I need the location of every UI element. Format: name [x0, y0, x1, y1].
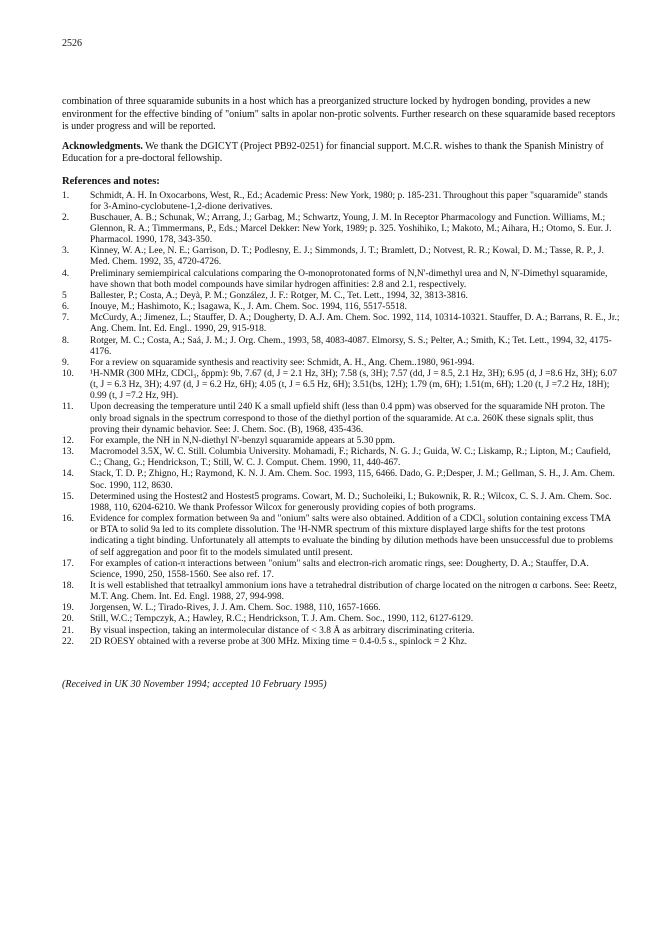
- acknowledgments-paragraph: [62, 141, 620, 166]
- reference-number: 17.: [62, 558, 74, 569]
- reference-item: [62, 469, 620, 491]
- reference-number: 5: [62, 290, 67, 301]
- reference-text: For example, the NH in N,N-diethyl N'-benzyl squaramide appears at 5.30 ppm.: [90, 435, 395, 446]
- reference-text: Kinney, W. A.; Lee, N. E.; Garrison, D. T.; Podlesny, E. J.; Simmonds, J. T.; Bramlett, D.; Notvest, R. R.; Kowal, D. M.; Tasse, R. P., J. Med. Chem. 1992, 35, 4720-4726.: [90, 246, 604, 268]
- reference-text: Buschauer, A. B.; Schunak, W.; Arrang, J.; Garbag, M.; Schwartz, Young, J. M. In Receptor Pharmacology and Function. Williams, M.; Glennon, R. A.; Timmermans, P., Eds.; Marcel Dekker: New York, 1989; p. 325. Yoshihiko, I.; Makoto, M.; Aihara, H.; Otomo, S. Eur. J. Pharmacol. 1990, 178, 343-350.: [90, 212, 612, 246]
- reference-number: 2.: [62, 212, 70, 223]
- reference-number: 1.: [62, 190, 70, 201]
- reference-number: 18.: [62, 580, 74, 591]
- reference-number: 19.: [62, 603, 74, 614]
- reference-text: 2D ROESY obtained with a reverse probe at 300 MHz. Mixing time = 0.4-0.5 s., spinlock = 2 Khz.: [90, 636, 468, 647]
- reference-number: 9.: [62, 357, 70, 368]
- reference-item: [62, 313, 620, 335]
- reference-item: [62, 603, 620, 614]
- reference-item: [62, 213, 620, 246]
- reference-item: [62, 336, 620, 358]
- page-number: 2526: [62, 38, 82, 49]
- reference-item: [62, 581, 620, 603]
- references-list: [62, 191, 620, 648]
- references-title: References and notes:: [62, 175, 160, 187]
- reference-number: 15.: [62, 491, 74, 502]
- reference-item: [62, 302, 620, 313]
- reference-item: [62, 514, 620, 559]
- reference-number: 22.: [62, 636, 74, 647]
- reference-text: For examples of cation-π interactions between "onium" salts and electron-rich aromatic rings, see: Dougherty, D. A.; Stauffer, D.A. Science, 1990, 250, 1558-1560. See also ref. 17.: [90, 558, 589, 580]
- reference-number: 6.: [62, 302, 70, 313]
- reference-item: [62, 637, 620, 648]
- reference-number: 10.: [62, 369, 74, 379]
- reference-item: [62, 269, 620, 291]
- reference-number: 3.: [62, 246, 70, 257]
- reference-item: [62, 402, 620, 435]
- reference-text: Inouye, M.; Hashimoto, K.; Isagawa, K., J. Am. Chem. Soc. 1994, 116, 5517-5518.: [90, 302, 407, 313]
- reference-text: Stack, T. D. P.; Zhigno, H.; Raymond, K. N. J. Am. Chem. Soc. 1993, 115, 6466. Dado, G. P.;Desper, J. M.; Gellman, S. H., J. Am. Chem. Soc. 1990, 112, 8630.: [90, 469, 615, 491]
- reference-item: [62, 246, 620, 268]
- reference-text: Still, W.C.; Tempczyk, A.; Hawley, R.C.; Hendrickson, T. J. Am. Chem. Soc., 1990, 112, 6127-6129.: [90, 614, 474, 625]
- reference-number: 16.: [62, 514, 74, 525]
- reference-number: 11.: [62, 402, 74, 413]
- reference-item: [62, 626, 620, 637]
- reference-number: 14.: [62, 469, 74, 480]
- reference-text: For a review on squaramide synthesis and reactivity see: Schmidt, A. H., Ang. Chem..1980, 961-994.: [90, 357, 475, 368]
- reference-number: 21.: [62, 625, 74, 636]
- reference-item: [62, 614, 620, 625]
- article-body: [62, 96, 620, 691]
- reference-number: 8.: [62, 335, 70, 346]
- reference-text: Jorgensen, W. L.; Tirado-Rives, J. J. Am. Chem. Soc. 1988, 110, 1657-1666.: [90, 603, 381, 614]
- reference-text: ¹H-NMR (300 MHz, CDCl₃, δppm): 9b, 7.67 (d, J = 2.1 Hz, 3H); 7.58 (s, 3H); 7.57 (dd, J = 8.5, 2.1 Hz, 3H); 6.95 (d, J =8.6 Hz, 3H); 6.07 (t, J = 6.3 Hz, 3H); 4.97 (d, J = 6.2 Hz, 6H); 4.05 (t, J = 6.5 Hz, 6H); 3.51(bs, 12H); 1.79 (m, 6H); 1.51(m, 6H); 1.20 (t, J =7.2 Hz, 18H); 0.99 (t, J =7.2 Hz, 9H).: [90, 369, 618, 402]
- reference-item: [62, 369, 620, 402]
- acknowledgments-heading: Acknowledgments.: [62, 140, 143, 152]
- reference-text: Upon decreasing the temperature until 240 K a small upfield shift (less than 0.4 ppm) was observed for the squaramide NH proton. The only broad signals in the spectrum correspond to those of the diethyl portion of the squaramide. At c.a. 260K these signals split, thus proving their dynamic behavior. See: J. Chem. Soc. (B), 1968, 435-436.: [90, 402, 605, 435]
- reference-text: It is well established that tetraalkyl ammonium ions have a tetrahedral distribution of charge located on the nitrogen α carbons. See: Reetz, M.T. Ang. Chem. Int. Ed. Engl. 1988, 27, 994-998.: [90, 580, 617, 603]
- reference-item: [62, 447, 620, 469]
- reference-text: Evidence for complex formation between 9a and "onium" salts were also obtained. Addition of a CDCl₃ solution containing excess TMA or BTA to solid 9a led to its complete dissolution. The ¹H-NMR spectrum of this mixture displayed large shifts for the test protons indicating a tight binding. Unfortunately all attempts to evaluate the binding by dilution methods have been unsuccessful due to problems of self aggregation and poor fit to the models simulated until present.: [90, 514, 613, 558]
- reference-text: By visual inspection, taking an intermolecular distance of < 3.8 Å as arbitrary discriminating criteria.: [90, 625, 475, 636]
- reference-text: Macromodel 3.5X, W. C. Still. Columbia University. Mohamadi, F.; Richards, N. G. J.; Guida, W. C.; Liskamp, R.; Lipton, M.; Caufield, C.; Chang, G.; Hendrickson, T.; Still, W. C. J. Comput. Chem. 1990, 11, 440-467.: [90, 447, 611, 469]
- reference-number: 7.: [62, 313, 70, 324]
- intro-paragraph: combination of three squaramide subunits in a host which has a preorganized structure locked by hydrogen bonding, provides a new environment for the effective binding of "onium" salts in apolar non-protic solvents. Further research on these squaramide based receptors is under progress and will be reported.: [62, 96, 616, 132]
- reference-number: 20.: [62, 614, 74, 625]
- acknowledgments-text: We thank the DGICYT (Project PB92-0251) for financial support. M.C.R. wishes to thank the Spanish Ministry of Education for a pre-doctoral fellowship.: [62, 140, 604, 164]
- reference-text: Ballester, P.; Costa, A.; Deyà, P. M.; González, J. F.: Rotger, M. C., Tet. Lett., 1994, 32, 3813-3816.: [90, 290, 468, 301]
- reference-item: [62, 559, 620, 581]
- received-note: (Received in UK 30 November 1994; accepted 10 February 1995): [62, 678, 327, 690]
- reference-number: 4.: [62, 268, 70, 279]
- reference-text: Determined using the Hostest2 and Hostest5 programs. Cowart, M. D.; Sucholeiki, I.; Bukownik, R. R.; Wilcox, C. S. J. Am. Chem. Soc. 1988, 110, 6204-6210. We thank Professor Wilcox for generously providing copies of both programs.: [90, 491, 612, 513]
- reference-item: [62, 191, 620, 213]
- reference-number: 13.: [62, 447, 74, 458]
- reference-item: [62, 358, 620, 369]
- reference-item: [62, 291, 620, 302]
- reference-item: [62, 492, 620, 514]
- reference-item: [62, 436, 620, 447]
- reference-text: Schmidt, A. H. In Oxocarbons, West, R., Ed.; Academic Press: New York, 1980; p. 185-231. Throughout this paper "squaramide" stands for 3-Amino-cyclobutene-1,2-dione derivatives.: [90, 190, 608, 212]
- reference-text: Rotger, M. C.; Costa, A.; Saá, J. M.; J. Org. Chem., 1993, 58, 4083-4087. Elmorsy, S. S.; Pelter, A.; Smith, K.; Tet. Lett., 1994, 32, 4175-4176.: [90, 335, 612, 357]
- reference-text: McCurdy, A.; Jimenez, L.; Stauffer, D. A.; Dougherty, D. A.J. Am. Chem. Soc. 1992, 114, 10314-10321. Stauffer, D. A.; Barrans, R. E., Jr.; Ang. Chem. Int. Ed. Engl.. 1990, 29, 915-918.: [90, 313, 620, 335]
- reference-text: Preliminary semiempirical calculations comparing the O-monoprotonated forms of N,N'-dimethyl urea and N, N'-Dimethyl squaramide, have shown that both model compounds have similar hydrogen affinities: 2.8 and 2.1, respectively.: [90, 268, 608, 290]
- reference-number: 12.: [62, 435, 74, 446]
